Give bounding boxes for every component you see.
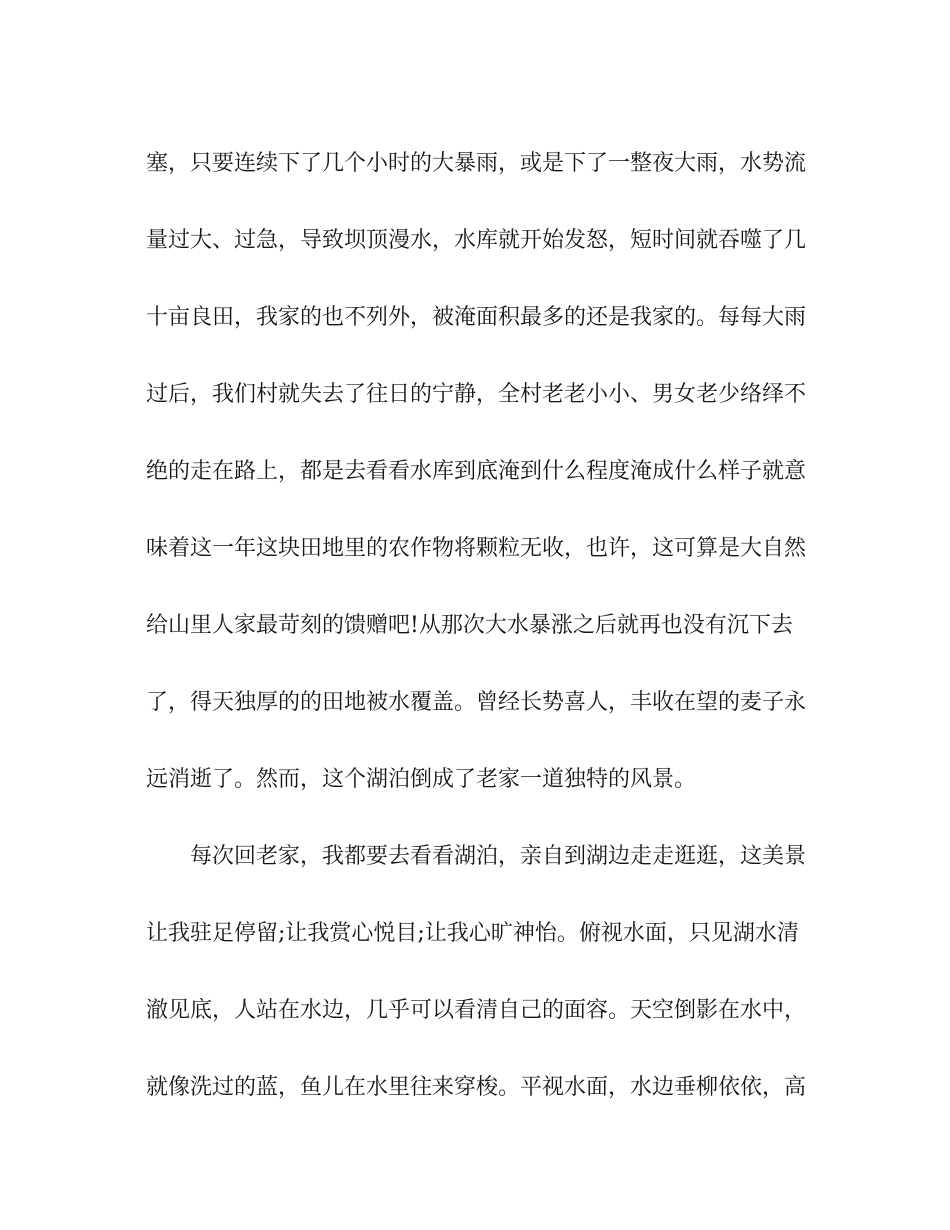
text-line: 味着这一年这块田地里的农作物将颗粒无收，也许，这可算是大自然 bbox=[146, 536, 807, 561]
text-line: 澈见底，人站在水边，几乎可以看清自己的面容。天空倒影在水中， bbox=[146, 998, 807, 1023]
text-line: 让我驻足停留;让我赏心悦目;让我心旷神怡。俯视水面，只见湖水清 bbox=[146, 921, 799, 946]
body-text bbox=[146, 140, 806, 1141]
text-line: 十亩良田，我家的也不列外，被淹面积最多的还是我家的。每每大雨 bbox=[146, 305, 807, 330]
text-line: 量过大、过急，导致坝顶漫水，水库就开始发怒，短时间就吞噬了几 bbox=[146, 228, 807, 253]
paragraph-start-line: 每次回老家，我都要去看看湖泊，亲自到湖边走走逛逛，这美景 bbox=[190, 844, 807, 869]
text-line: 给山里人家最苛刻的馈赠吧!从那次大水暴涨之后就再也没有沉下去 bbox=[146, 613, 793, 638]
text-line: 绝的走在路上，都是去看看水库到底淹到什么程度淹成什么样子就意 bbox=[146, 459, 807, 484]
text-line: 就像洗过的蓝，鱼儿在水里往来穿梭。平视水面，水边垂柳依依，高 bbox=[146, 1075, 807, 1100]
text-line: 远消逝了。然而，这个湖泊倒成了老家一道独特的风景。 bbox=[146, 767, 697, 792]
text-line: 塞，只要连续下了几个小时的大暴雨，或是下了一整夜大雨，水势流 bbox=[146, 151, 807, 176]
text-line: 了，得天独厚的的田地被水覆盖。曾经长势喜人，丰收在望的麦子永 bbox=[146, 690, 807, 715]
text-line: 过后，我们村就失去了往日的宁静，全村老老小小、男女老少络绎不 bbox=[146, 382, 807, 407]
